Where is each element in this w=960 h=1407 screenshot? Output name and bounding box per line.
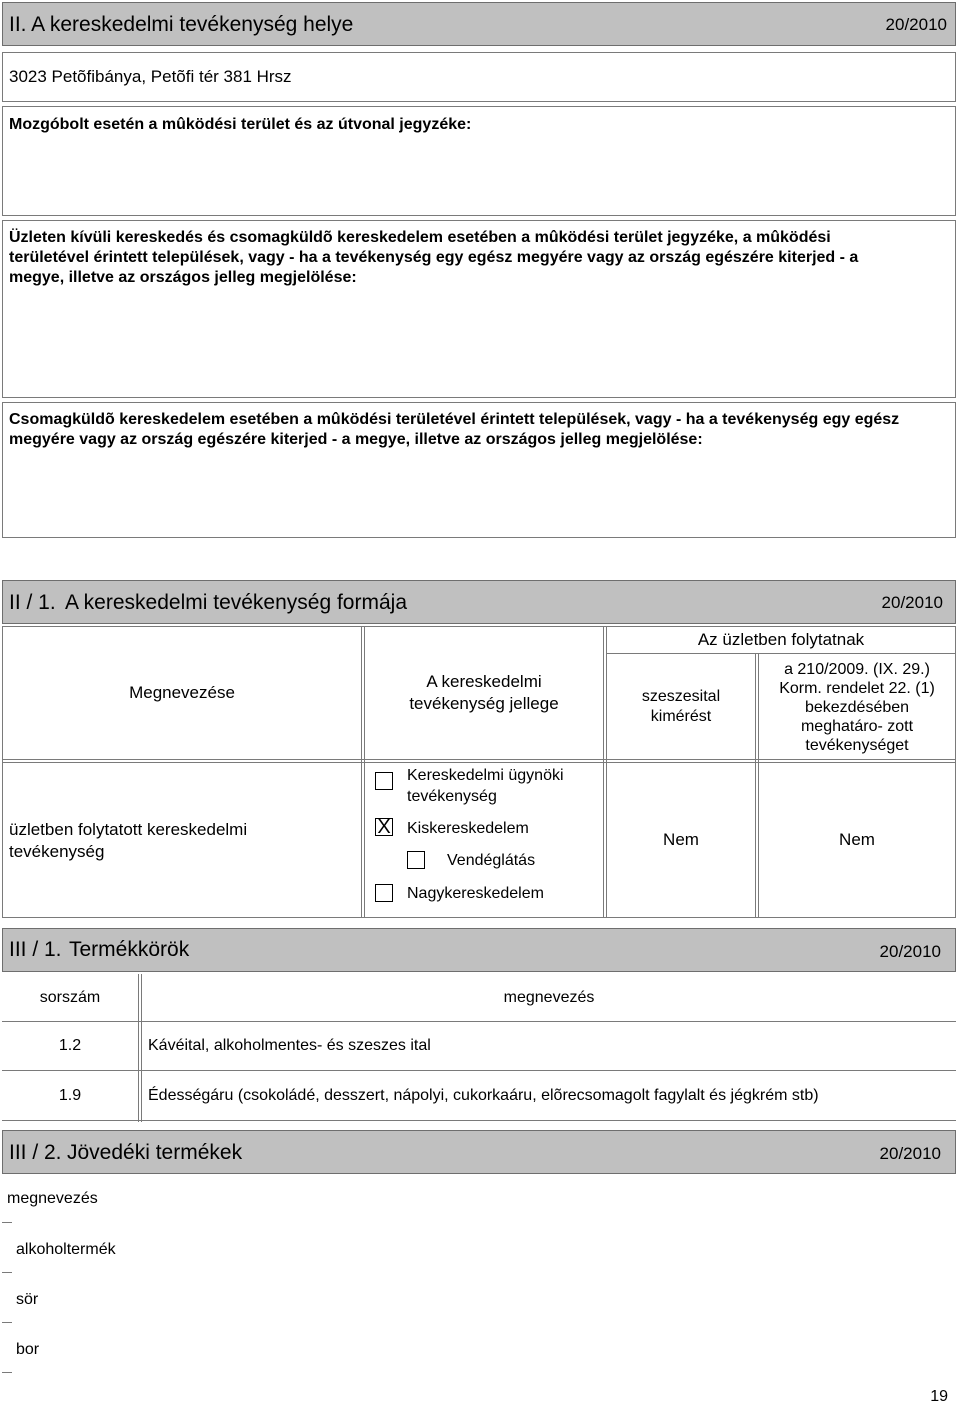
uzleten-kivuli-field[interactable] [2,220,956,398]
checkbox-vendeglatas[interactable] [407,851,425,869]
section-header-termekkorok [2,928,956,972]
form-number: 20/2010 [879,942,941,961]
section-header-formaja [2,580,956,624]
row-sorszam: 1.2 [58,1037,82,1054]
section-prefix: III / 2. [9,1141,62,1164]
option-ugynoki: Kereskedelmi ügynöki tevékenység [407,767,564,805]
col-megnevezes: Megnevezése [129,683,235,702]
row-name: üzletben folytatott kereskedelmi tevékenység [9,820,248,861]
form-number: 20/2010 [885,15,947,34]
checkbox-kiskereskedelem[interactable] [375,818,393,836]
section-prefix: III / 1. [9,938,62,961]
col-jellege-text: A kereskedelmi tevékenység jellege [409,672,559,713]
col-szeszesital [607,655,755,759]
csomagkuldo-field[interactable] [2,402,956,538]
section-header-helye [2,2,956,46]
section-title: II. A kereskedelmi tevékenység helye [9,13,354,36]
section-title: Termékkörök [69,938,190,961]
section-prefix: II / 1. [9,591,56,614]
section-title: Jövedéki termékek [67,1141,243,1164]
checkbox-ugynoki[interactable] [375,772,393,790]
form-number: 20/2010 [879,1144,941,1163]
mozgobolt-label: Mozgóbolt esetén a mûködési terület és az útvonal jegyzéke: [9,116,472,133]
jovedeki-item: alkoholtermék [16,1241,116,1258]
col-rendelet [759,655,955,759]
mozgobolt-field[interactable] [2,106,956,216]
row-megnevezes: Édességáru (csokoládé, desszert, nápolyi, cukorkaáru, elõrecsomagolt fagylalt és jégkrém stb) [148,1087,819,1104]
val-rendelet: Nem [839,830,875,849]
form-number: 20/2010 [881,593,943,612]
page-number: 19 [930,1388,948,1405]
jovedeki-item: bor [16,1341,40,1358]
uzleten-kivuli-label: Üzleten kívüli kereskedés és csomagküldõ kereskedelem esetében a mûködési terület jegyzéke, a mûködési területével érintett települések, vagy - ha a tevékenység egy egész megyére vagy az ország egészére kiterjed - a megye, illetve az országos jelleg megjelölése: [9,229,859,286]
checkbox-mark: X [377,816,391,838]
option-vendeglatas: Vendéglátás [447,852,536,869]
forma-table [2,626,956,918]
option-kiskereskedelem: Kiskereskedelem [407,820,529,837]
row-megnevezes: Kávéital, alkoholmentes- és szeszes ital [148,1037,431,1054]
col-folytatnak: Az üzletben folytatnak [697,630,865,649]
col-megnevezes: megnevezés [7,1190,98,1207]
section-header-jovedeki [2,1130,956,1174]
option-nagykereskedelem: Nagykereskedelem [407,885,544,902]
termekkorok-table [2,974,956,1122]
address-field[interactable] [2,52,956,102]
col-jellege [365,627,603,759]
csomagkuldo-label: Csomagküldõ kereskedelem esetében a mûködési területével érintett települések, vagy - ha a tevékenység egy egész megyére vagy az ország egészére kiterjed - a megye, illetve az országos jelleg megjelölése: [9,411,900,448]
section-title: A kereskedelmi tevékenység formája [65,591,407,614]
address-value: 3023 Petõfibánya, Petõfi tér 381 Hrsz [9,67,292,86]
row-sorszam: 1.9 [58,1086,82,1104]
checkbox-nagykereskedelem[interactable] [375,884,393,902]
col-sorszam: sorszám [39,988,101,1006]
col-megnevezes: megnevezés [503,988,595,1006]
col-rendelet-text: a 210/2009. (IX. 29.) Korm. rendelet 22. (1) bekezdésében meghatáro- zott tevékenységet [779,660,935,754]
col-szeszesital-text: szeszesital kimérést [641,688,721,725]
jovedeki-item: sör [16,1291,39,1308]
val-szeszesital: Nem [663,830,699,849]
